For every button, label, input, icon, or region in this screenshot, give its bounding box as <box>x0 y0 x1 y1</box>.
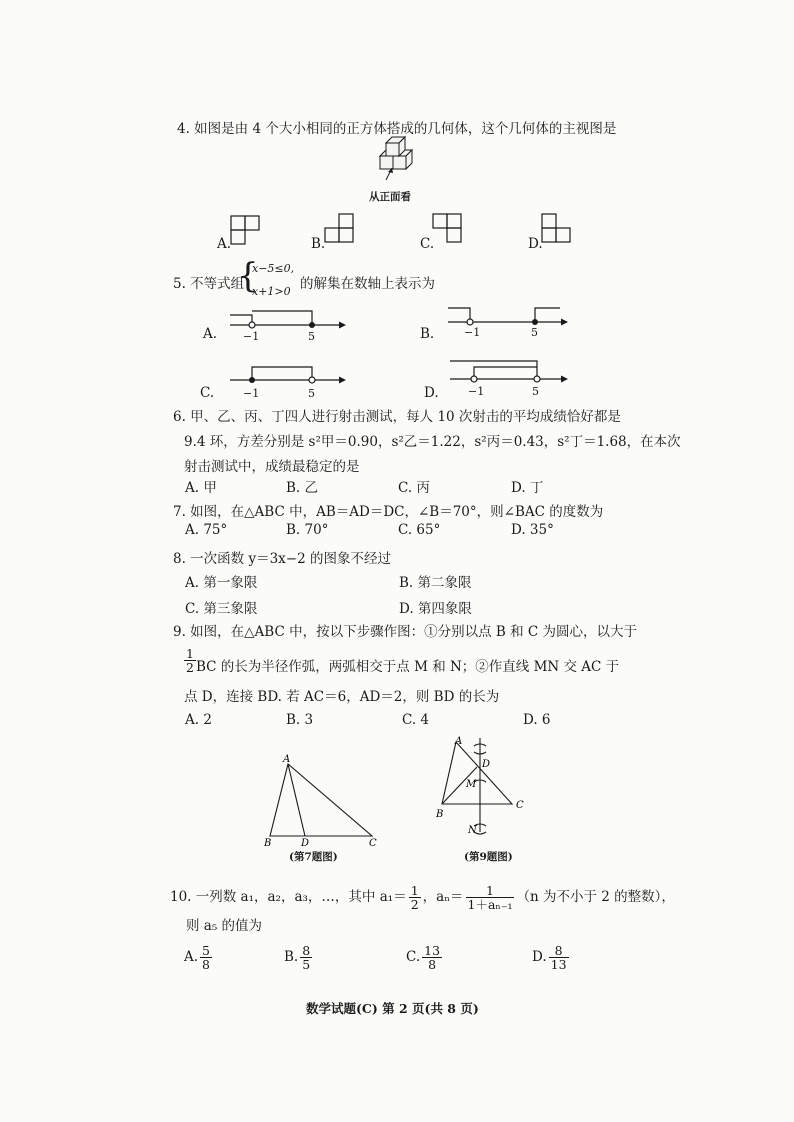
q5-option-c[interactable]: C. <box>200 385 215 401</box>
q10-option-a-den: 8 <box>202 957 210 973</box>
q10-line-2: 则 a₅ 的值为 <box>186 918 263 934</box>
q10-option-c[interactable] <box>406 944 444 971</box>
q10-suffix: （n 为不小于 2 的整数）， <box>516 889 675 906</box>
q7-option-d[interactable]: D. 35° <box>511 522 554 538</box>
figure-9 <box>430 732 540 847</box>
q7-stem: 7. 如图，在△ABC 中，AB＝AD＝DC，∠B＝70°，则∠BAC 的度数为 <box>173 504 604 520</box>
figure-7 <box>260 752 390 852</box>
q6-option-a[interactable]: A. 甲 <box>185 480 217 496</box>
q10-option-d-den: 13 <box>550 957 567 973</box>
q6-line-1: 6. 甲、乙、丙、丁四人进行射击测试，每人 10 次射击的平均成绩恰好都是 <box>173 409 621 425</box>
q10-option-c-num: 13 <box>424 943 441 958</box>
q5-ineq-2: x+1>0 <box>252 285 291 298</box>
q10-option-c-den: 8 <box>428 957 437 973</box>
q6-option-b[interactable]: B. 乙 <box>286 480 319 496</box>
q10-option-a-num: 5 <box>202 943 210 958</box>
q10-option-d-label: D. <box>532 949 547 966</box>
q10-option-b-den: 5 <box>302 957 311 973</box>
q10-mid: ，aₙ＝ <box>422 889 464 906</box>
fig9-label-m: M <box>466 779 477 790</box>
q9-line-3: 点 D，连接 BD. 若 AC＝6，AD＝2，则 BD 的长为 <box>184 689 500 705</box>
q8-stem: 8. 一次函数 y＝3x−2 的图象不经过 <box>173 551 391 567</box>
q7-option-a[interactable]: A. 75° <box>185 522 228 538</box>
q4-option-a[interactable]: A. <box>217 236 232 252</box>
q6-line-3: 射击测试中，成绩最稳定的是 <box>184 459 360 475</box>
fig7-label-b: B <box>264 838 272 849</box>
q5-option-d[interactable]: D. <box>424 385 439 401</box>
q5-a-tick-neg1: −1 <box>243 330 260 343</box>
q4-option-c[interactable]: C. <box>420 236 435 252</box>
q4-option-d[interactable]: D. <box>528 236 543 252</box>
q10-option-b-label: B. <box>284 949 299 966</box>
q4-option-d-figure <box>541 213 573 247</box>
q5-ineq-1: x−5≤0, <box>252 262 295 275</box>
fig9-label-a: A <box>455 736 463 747</box>
q4-option-a-figure <box>230 215 262 249</box>
q5-d-tick-5: 5 <box>532 385 539 398</box>
q4-figure-label: 从正面看 <box>369 191 411 203</box>
q9-frac-num: 1 <box>186 646 194 661</box>
q10-option-c-label: C. <box>406 949 421 966</box>
q5-option-d-numberline <box>442 357 574 397</box>
q10-option-d-num: 8 <box>549 944 569 958</box>
q9-option-d[interactable]: D. 6 <box>523 712 551 728</box>
q10-a1-den: 2 <box>410 897 419 913</box>
q8-option-b[interactable]: B. 第二象限 <box>399 575 472 591</box>
fig9-label-c: C <box>516 800 524 811</box>
q4-stem: 4. 如图是由 4 个大小相同的正方体搭成的几何体，这个几何体的主视图是 <box>177 121 617 137</box>
q5-option-a-numberline <box>222 305 352 353</box>
q5-a-tick-5: 5 <box>308 330 315 343</box>
q9-option-a[interactable]: A. 2 <box>185 712 212 728</box>
q10-option-d[interactable] <box>532 944 571 971</box>
q5-suffix: 的解集在数轴上表示为 <box>300 276 435 292</box>
q5-brace: { <box>237 256 259 296</box>
q8-option-a[interactable]: A. 第一象限 <box>185 575 258 591</box>
q10-option-b-num: 8 <box>302 943 311 958</box>
q9-line-2: BC 的长为半径作弧，两弧相交于点 M 和 N；②作直线 MN 交 AC 于 <box>196 659 620 675</box>
q9-option-c[interactable]: C. 4 <box>402 712 430 728</box>
q4-cube-figure <box>372 138 422 188</box>
q10-an-den: 1＋aₙ₋₁ <box>467 897 513 913</box>
fig9-label-d: D <box>482 759 491 770</box>
q8-option-d[interactable]: D. 第四象限 <box>399 601 472 617</box>
fig7-label-a: A <box>283 754 291 765</box>
q5-option-b-numberline <box>440 300 575 348</box>
q9-frac-den: 2 <box>186 660 194 676</box>
q9-line-1: 9. 如图，在△ABC 中，按以下步骤作图：①分别以点 B 和 C 为圆心，以大于 <box>173 624 638 640</box>
q10-option-a-label: A. <box>184 949 199 966</box>
fig9-label-n: N <box>468 825 477 836</box>
q5-c-tick-5: 5 <box>308 387 315 400</box>
q4-option-b-figure <box>324 213 356 247</box>
q7-option-c[interactable]: C. 65° <box>398 522 441 538</box>
q5-d-tick-neg1: −1 <box>468 385 485 398</box>
q5-c-tick-neg1: −1 <box>243 387 260 400</box>
q10-option-b[interactable] <box>284 944 314 971</box>
q6-option-c[interactable]: C. 丙 <box>398 480 430 496</box>
q5-b-tick-neg1: −1 <box>464 326 481 339</box>
fig7-label-d: D <box>301 838 310 849</box>
q10-line-1 <box>170 884 675 911</box>
q10-an-num: 1 <box>466 884 515 898</box>
fig9-caption: (第9题图) <box>464 851 513 863</box>
q6-line-2: 9.4 环，方差分别是 s²甲＝0.90，s²乙＝1.22，s²丙＝0.43，s²丁＝1.68，在本次 <box>184 434 681 450</box>
q6-option-d[interactable]: D. 丁 <box>511 480 544 496</box>
q9-option-b[interactable]: B. 3 <box>286 712 314 728</box>
q4-option-b[interactable]: B. <box>311 236 326 252</box>
q8-option-c[interactable]: C. 第三象限 <box>185 601 258 617</box>
q10-option-a[interactable] <box>184 944 214 971</box>
q10-prefix: 10. 一列数 a₁，a₂，a₃，…，其中 a₁＝ <box>170 889 407 906</box>
q4-option-c-figure <box>432 213 464 247</box>
q7-option-b[interactable]: B. 70° <box>286 522 329 538</box>
q5-b-tick-5: 5 <box>531 326 538 339</box>
q5-prefix: 5. 不等式组 <box>173 276 245 292</box>
q5-option-b[interactable]: B. <box>420 326 435 342</box>
fig7-label-c: C <box>369 838 377 849</box>
fig9-label-b: B <box>436 809 444 820</box>
q5-option-c-numberline <box>222 362 352 402</box>
fig7-caption: (第7题图) <box>289 851 338 863</box>
q5-option-a[interactable]: A. <box>203 326 218 342</box>
page-footer: 数学试题(C) 第 2 页(共 8 页) <box>306 1001 479 1016</box>
q10-a1-num: 1 <box>410 883 419 898</box>
